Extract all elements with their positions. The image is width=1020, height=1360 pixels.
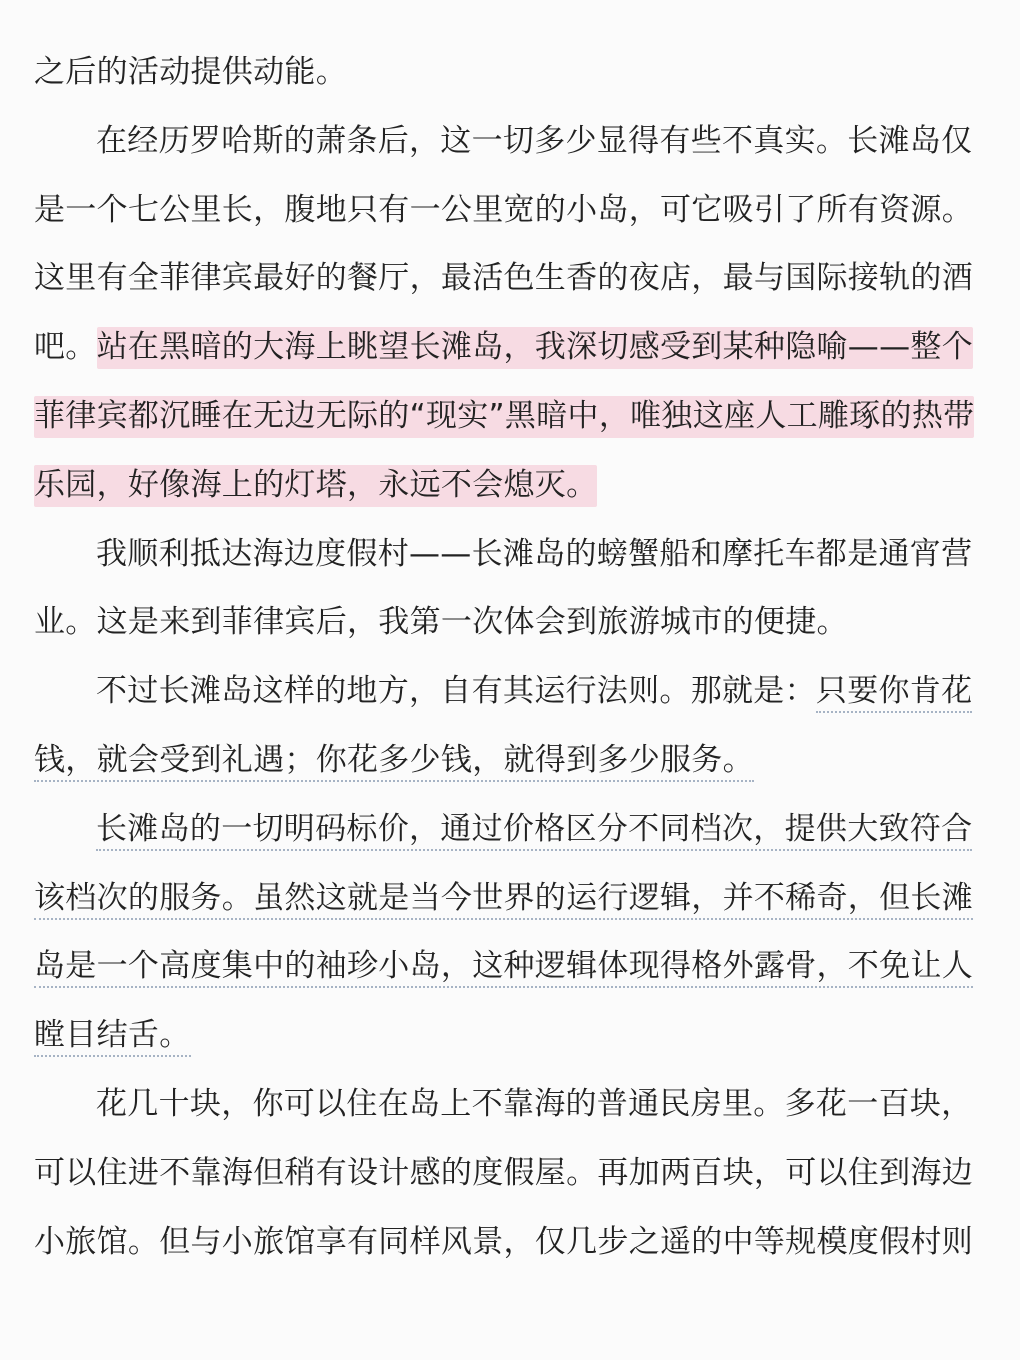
text-line xyxy=(34,392,984,440)
line-text: 吧。 xyxy=(34,329,97,365)
line-text: 业。这是来到菲律宾后，我第一次体会到旅游城市的便捷。 xyxy=(34,604,848,640)
text-line xyxy=(34,736,984,784)
line-text: 是一个七公里长，腹地只有一公里宽的小岛，可它吸引了所有资源。 xyxy=(34,192,973,228)
text-line xyxy=(34,530,984,578)
text-line xyxy=(34,1011,984,1059)
text-line xyxy=(34,1080,984,1128)
underlined-text: 岛是一个高度集中的袖珍小岛，这种逻辑体现得格外露骨，不免让人 xyxy=(34,948,973,988)
text-line xyxy=(34,323,984,371)
underlined-text: 长滩岛的一切明码标价，通过价格区分不同档次，提供大致符合 xyxy=(96,811,972,851)
text-line xyxy=(34,1218,984,1266)
line-text: 在经历罗哈斯的萧条后，这一切多少显得有些不真实。长滩岛仅 xyxy=(96,123,973,159)
line-text: 不过长滩岛这样的地方，自有其运行法则。那就是： xyxy=(96,673,816,709)
text-line xyxy=(34,117,984,165)
highlighted-text: 菲律宾都沉睡在无边无际的“现实”黑暗中，唯独这座人工雕琢的热带 xyxy=(34,396,974,438)
underlined-text: 该档次的服务。虽然这就是当今世界的运行逻辑，并不稀奇，但长滩 xyxy=(34,880,973,920)
line-text: 之后的活动提供动能。 xyxy=(34,54,347,90)
text-line xyxy=(34,942,984,990)
line-text: 小旅馆。但与小旅馆享有同样风景，仅几步之遥的中等规模度假村则 xyxy=(34,1224,973,1260)
highlighted-text: 乐园，好像海上的灯塔，永远不会熄灭。 xyxy=(34,465,597,507)
text-line xyxy=(34,874,984,922)
underlined-text: 瞠目结舌。 xyxy=(34,1017,191,1057)
highlighted-text: 站在黑暗的大海上眺望长滩岛，我深切感受到某种隐喻——整个 xyxy=(97,327,973,369)
line-text: 这里有全菲律宾最好的餐厅，最活色生香的夜店，最与国际接轨的酒 xyxy=(34,260,973,296)
line-text: 可以住进不靠海但稍有设计感的度假屋。再加两百块，可以住到海边 xyxy=(34,1155,973,1191)
line-text: 花几十块，你可以住在岛上不靠海的普通民房里。多花一百块， xyxy=(96,1086,973,1122)
text-line xyxy=(34,667,984,715)
text-line xyxy=(34,461,984,509)
text-line xyxy=(34,48,984,96)
underlined-text: 只要你肯花 xyxy=(816,673,973,713)
text-line xyxy=(34,598,984,646)
text-line xyxy=(34,1149,984,1197)
text-line xyxy=(34,186,984,234)
underlined-text: 钱，就会受到礼遇；你花多少钱，就得到多少服务。 xyxy=(34,742,754,782)
line-text: 我顺利抵达海边度假村——长滩岛的螃蟹船和摩托车都是通宵营 xyxy=(96,536,973,572)
text-line xyxy=(34,805,984,853)
text-line xyxy=(34,254,984,302)
